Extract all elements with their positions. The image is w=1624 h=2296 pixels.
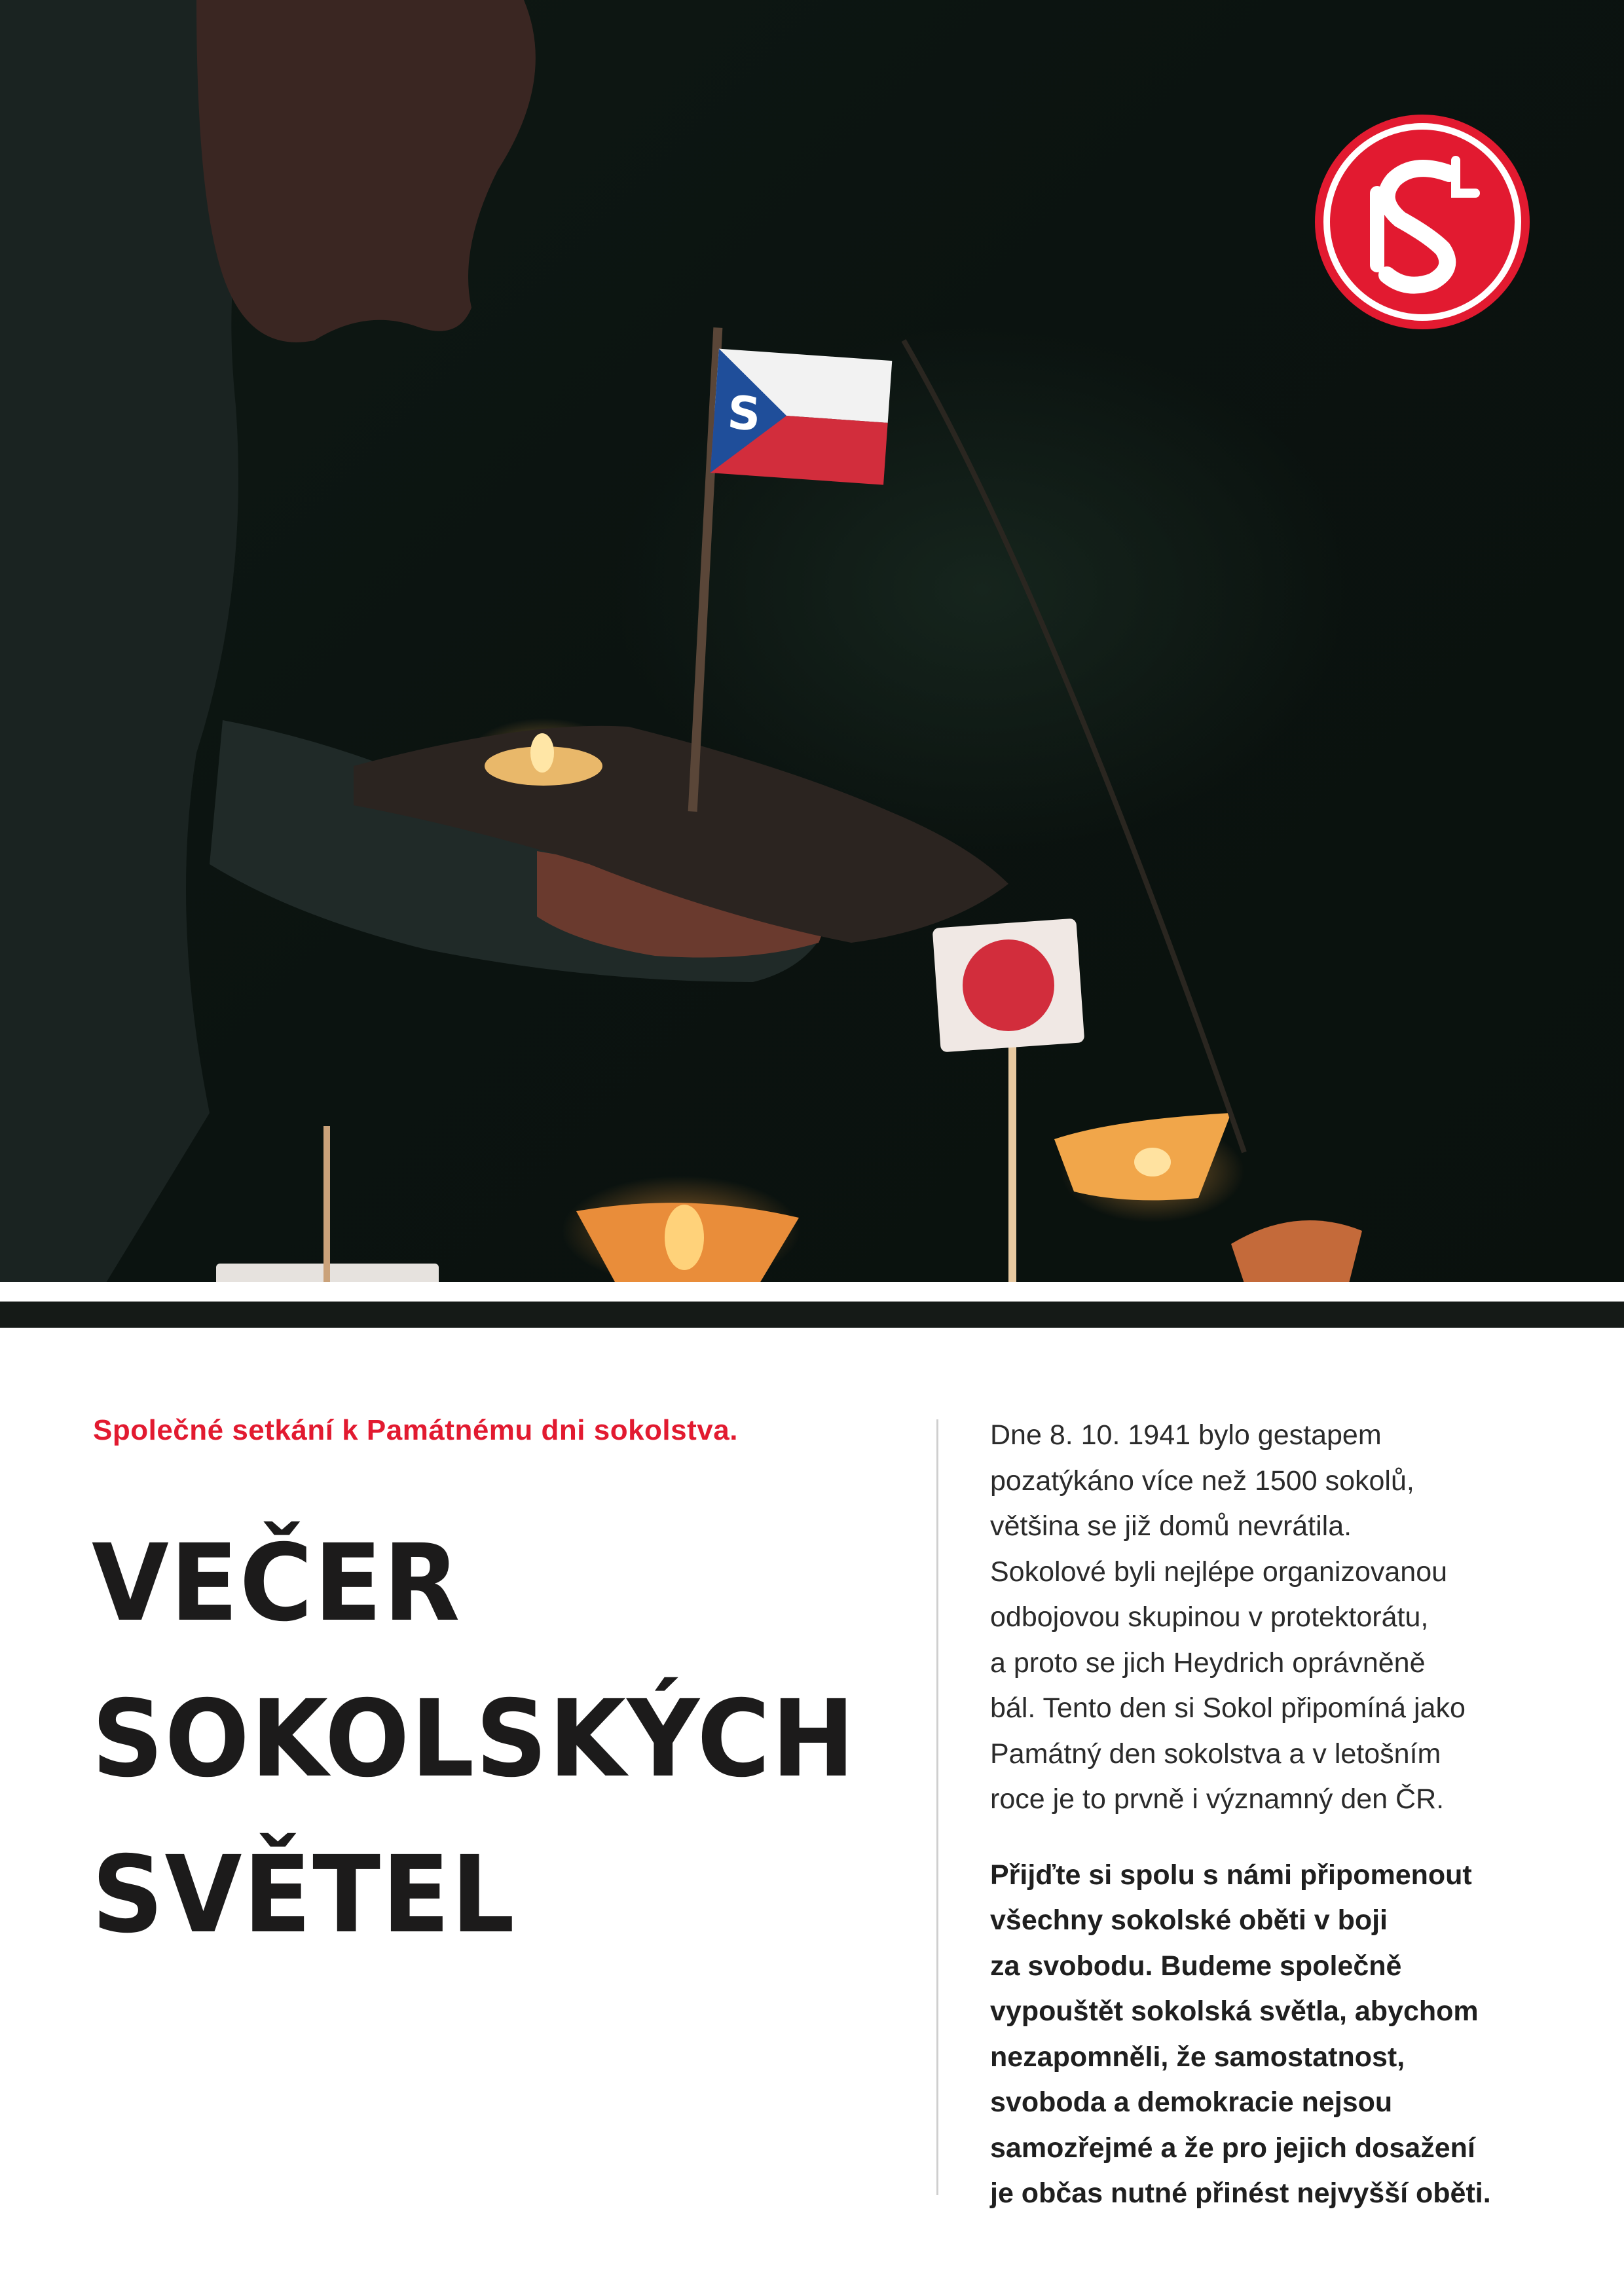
body-text — [990, 1413, 1553, 2217]
paragraph-invitation — [990, 1853, 1553, 2217]
poster-subtitle: Společné setkání k Památnému dni sokolstva. — [93, 1414, 738, 1446]
text-line: Památný den sokolstva a v letošním — [990, 1738, 1441, 1770]
text-line: bál. Tento den si Sokol připomíná jako — [990, 1692, 1466, 1724]
text-line: za svobodu. Budeme společně — [990, 1950, 1402, 1982]
title-line-1: VEČER — [92, 1522, 462, 1645]
sign-stick — [1008, 1021, 1016, 1283]
text-line: roce je to prvně i významný den ČR. — [990, 1783, 1445, 1815]
text-line: samozřejmé a že pro jejich dosažení — [990, 2132, 1475, 2164]
text-line: a proto se jich Heydrich oprávněně — [990, 1647, 1426, 1679]
title-line-3: SVĚTEL — [92, 1834, 516, 1957]
person-face — [196, 0, 536, 342]
candle-flame — [1134, 1148, 1171, 1176]
title-line-2: SOKOLSKÝCH — [92, 1678, 857, 1801]
text-line: vypouštět sokolská světla, abychom — [990, 1995, 1479, 2027]
text-line: svoboda a demokracie nejsou — [990, 2086, 1393, 2118]
text-line: většina se již domů nevrátila. — [990, 1510, 1352, 1542]
text-line: Dne 8. 10. 1941 bylo gestapem — [990, 1419, 1382, 1451]
paragraph-history — [990, 1413, 1553, 1823]
candle-flame — [530, 733, 554, 773]
text-line: pozatýkáno více než 1500 sokolů, — [990, 1465, 1414, 1497]
text-line: všechny sokolské oběti v boji — [990, 1904, 1388, 1936]
text-line: Sokolové byli nejlépe organizovanou — [990, 1556, 1448, 1588]
text-line: je občas nutné přinést nejvyšší oběti. — [990, 2178, 1491, 2209]
photo-stripe-white — [0, 1282, 1624, 1302]
paper-boat — [1231, 1220, 1362, 1283]
small-flag — [710, 349, 893, 485]
column-divider — [936, 1419, 938, 2195]
photo-stripe-dark — [0, 1302, 1624, 1328]
poster-title — [92, 1506, 867, 1973]
sokol-sign-circle — [963, 939, 1054, 1031]
candle-flame — [665, 1205, 704, 1270]
flag-logo-text: S — [726, 385, 763, 442]
thin-stick — [323, 1126, 330, 1283]
text-line: Přijďte si spolu s námi připomenout — [990, 1859, 1472, 1891]
text-line: nezapomněli, že samostatnost, — [990, 2041, 1405, 2073]
sokol-logo-icon — [1315, 115, 1530, 329]
text-line: odbojovou skupinou v protektorátu, — [990, 1601, 1429, 1633]
